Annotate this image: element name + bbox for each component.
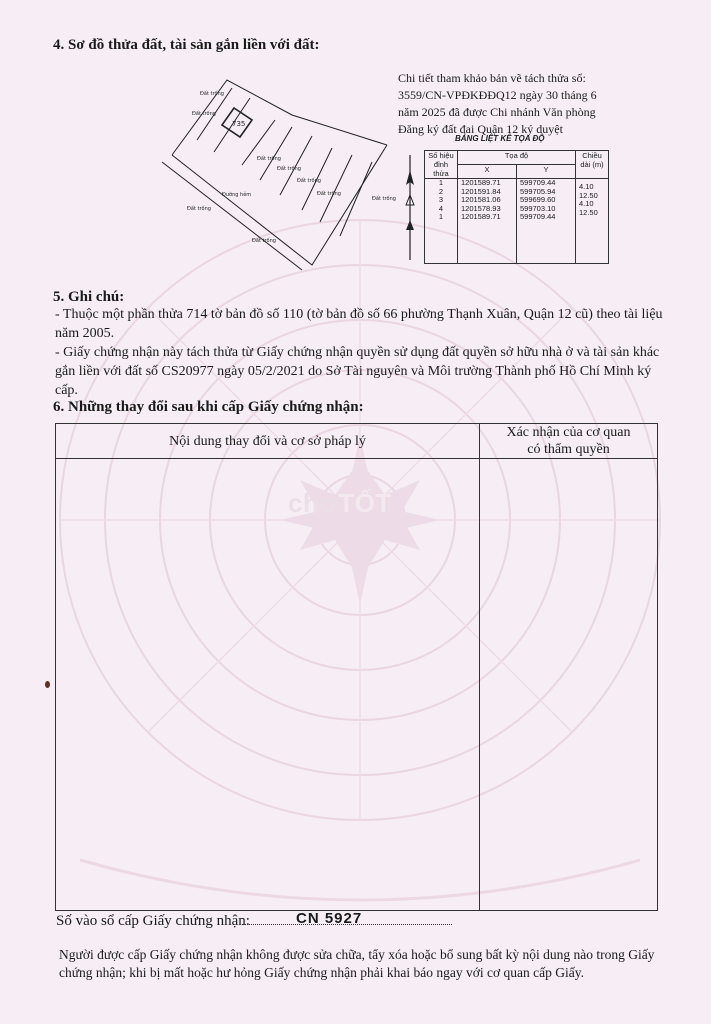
note-line: năm 2025 đã được Chi nhánh Văn phòng — [398, 105, 596, 119]
confirmation-cell — [480, 459, 658, 911]
lot-number-label: 735 — [232, 120, 246, 128]
cell-length: 12.50 — [579, 207, 598, 217]
watermark-part: chợ — [288, 488, 339, 518]
map-label: Đất trống — [252, 238, 276, 244]
cell-y: 599709.44 — [520, 178, 556, 187]
map-label: Đất trống — [200, 91, 224, 97]
registration-number: CN 5927 — [296, 910, 363, 927]
map-label: Đất trống — [297, 178, 321, 184]
table-row — [425, 179, 609, 264]
land-plot-sketch — [152, 70, 396, 275]
cell-length: 4.10 — [579, 182, 594, 191]
col-confirmation-header — [480, 424, 658, 459]
col-point-header: Số hiệu đỉnh thửa — [425, 151, 458, 179]
cell-y: 599699.60 — [520, 195, 556, 204]
section-6-title: 6. Những thay đổi sau khi cấp Giấy chứng nhận: — [53, 399, 364, 415]
note-paragraph: - Giấy chứng nhận này tách thửa từ Giấy chứng nhận quyền sử dụng đất quyền sở hữu nhà ở và tài sản khác gắn liền với đất số CS20977 ngày 05/2/2021 do Sở Tài nguyên và Môi trường Thành phố Hồ Chí Minh ký cấp. — [55, 345, 660, 398]
note-line: 3559/CN-VPĐKĐĐQ12 ngày 30 tháng 6 — [398, 88, 597, 102]
cell-x: 1201581.06 — [461, 195, 501, 204]
col-x-header: X — [458, 165, 517, 179]
watermark-part: TỐT — [338, 488, 392, 518]
coordinate-table-title: BẢNG LIỆT KÊ TỌA ĐỘ — [455, 134, 545, 143]
cell-x: 1201589.71 — [461, 178, 501, 187]
coordinate-table — [424, 150, 609, 264]
notes-body — [55, 305, 665, 400]
cell-length: 12.50 — [579, 190, 598, 200]
col-content-header: Nội dung thay đổi và cơ sở pháp lý — [56, 424, 480, 459]
cell-y: 599709.44 — [520, 212, 556, 221]
map-label: Đất trống — [257, 156, 281, 162]
footer-note: Người được cấp Giấy chứng nhận không được sửa chữa, tẩy xóa hoặc bổ sung bất kỳ nội dung nào trong Giấy chứng nhận; khi bị mất hoặc hư hỏng Giấy chứng nhận phải khai báo ngay với cơ quan cấp Giấy. — [59, 947, 655, 980]
watermark — [288, 488, 392, 519]
col-length-header: Chiều dài (m) — [576, 151, 609, 179]
col-y-header: Y — [517, 165, 576, 179]
cell-x: 1201589.71 — [461, 212, 501, 221]
registration-label: Số vào sổ cấp Giấy chứng nhận: — [56, 913, 250, 929]
ink-speck — [45, 681, 50, 688]
section-5-title: 5. Ghi chú: — [53, 289, 125, 305]
note-paragraph: - Thuộc một phần thửa 714 tờ bản đồ số 110 (tờ bản đồ số 66 phường Thạnh Xuân, Quận 12 cũ) theo tài liệu năm 2005. — [55, 307, 663, 341]
note-line: Đăng ký đất đai Quận 12 ký duyệt — [398, 122, 563, 136]
drawing-reference-note — [398, 70, 618, 138]
cell-pt: 4 — [438, 203, 444, 213]
cell-length: 4.10 — [579, 199, 594, 208]
map-label: Đất trống — [187, 206, 211, 212]
map-label: Đất trống — [317, 191, 341, 197]
note-line: Chi tiết tham khảo bản vẽ tách thửa số: — [398, 71, 586, 85]
header-line: có thẩm quyền — [527, 442, 610, 457]
header-line: Xác nhận của cơ quan — [506, 425, 631, 440]
map-label: Đất trống — [192, 111, 216, 117]
cell-y: 599705.94 — [520, 186, 556, 196]
north-arrow-icon — [400, 150, 420, 270]
cell-x: 1201578.93 — [461, 203, 501, 213]
cell-pt: 1 — [438, 212, 444, 221]
col-coord-header: Tọa độ — [458, 151, 576, 165]
cell-x: 1201591.84 — [461, 186, 501, 196]
cell-pt: 2 — [438, 186, 444, 196]
map-label: Đất trống — [372, 196, 396, 202]
section-4-title: 4. Sơ đồ thửa đất, tài sản gắn liền với đất: — [53, 37, 320, 53]
map-label: Đất trống — [277, 166, 301, 172]
cell-pt: 3 — [438, 195, 444, 204]
cell-pt: 1 — [438, 178, 444, 187]
content-cell — [56, 459, 480, 911]
cell-y: 599703.10 — [520, 203, 556, 213]
road-label: Đường hẻm — [222, 192, 252, 198]
